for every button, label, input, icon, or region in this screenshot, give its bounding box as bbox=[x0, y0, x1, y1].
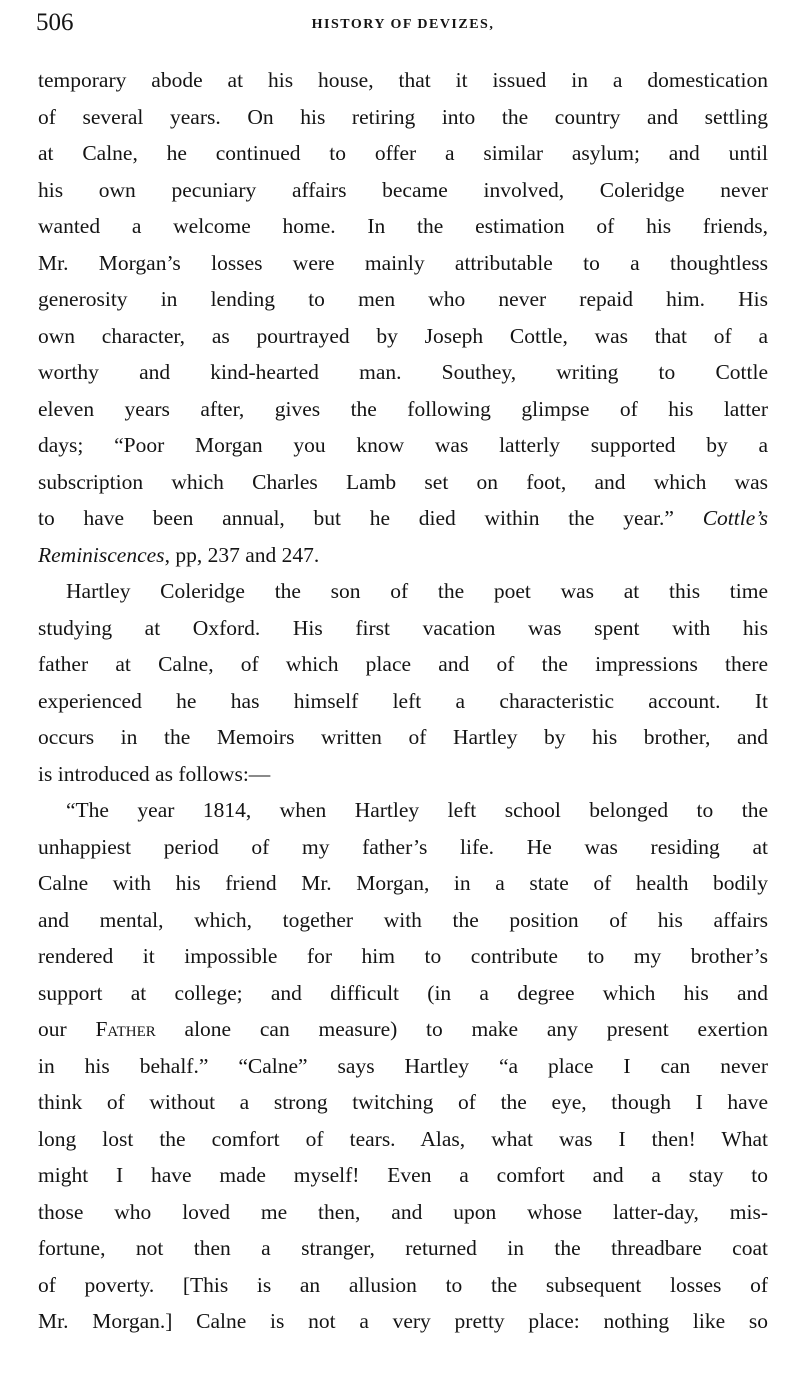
citation-title-cottles: Cottle’s bbox=[702, 506, 768, 530]
text-line: unhappiest period of my father’s life. He was residing at bbox=[38, 834, 768, 859]
text-line: temporary abode at his house, that it issued in a domestication bbox=[38, 68, 768, 92]
text-line: of several years. On his retiring into the country and settling bbox=[38, 104, 768, 129]
text-line: father at Calne, of which place and of the impressions there bbox=[38, 652, 768, 676]
text-line: support at college; and difficult (in a degree which his and bbox=[38, 980, 768, 1005]
text-line: his own pecuniary affairs became involved, Coleridge never bbox=[38, 177, 768, 202]
text-line: wanted a welcome home. In the estimation of his friends, bbox=[38, 214, 768, 238]
text-line: at Calne, he continued to offer a similar asylum; and until bbox=[38, 141, 768, 165]
text-line: think of without a strong twitching of the eye, though I have bbox=[38, 1090, 768, 1114]
text-run: alone can measure) to make any present exertion bbox=[184, 1017, 768, 1041]
text-run: to have been annual, but he died within the year.” bbox=[38, 506, 674, 530]
body-text bbox=[38, 62, 768, 1340]
text-line: of poverty. [This is an allusion to the subsequent losses of bbox=[38, 1272, 768, 1297]
text-line: experienced he has himself left a characteristic account. It bbox=[38, 688, 768, 713]
text-line: rendered it impossible for him to contribute to my brother’s bbox=[38, 944, 768, 968]
text-line: own character, as pourtrayed by Joseph Cottle, was that of a bbox=[38, 323, 768, 348]
citation-pages: , pp, 237 and 247. bbox=[164, 542, 320, 567]
text-line: might I have made myself! Even a comfort and a stay to bbox=[38, 1163, 768, 1187]
text-line: those who loved me then, and upon whose latter-day, mis- bbox=[38, 1199, 768, 1224]
quotation-start: “The year 1814, when Hartley left school belonged to the bbox=[66, 798, 768, 822]
running-title: HISTORY OF DEVIZES, bbox=[311, 17, 495, 32]
text-line: studying at Oxford. His first vacation was spent with his bbox=[38, 615, 768, 640]
citation-title-reminiscences: Reminiscences bbox=[38, 542, 165, 567]
text-line: subscription which Charles Lamb set on foot, and which was bbox=[38, 469, 768, 494]
text-line bbox=[38, 1011, 768, 1048]
text-line: eleven years after, gives the following glimpse of his latter bbox=[38, 396, 768, 421]
text-line: occurs in the Memoirs written of Hartley by his brother, and bbox=[38, 725, 768, 749]
text-line: Mr. Morgan’s losses were mainly attributable to a thoughtless bbox=[38, 250, 768, 275]
text-line: days; “Poor Morgan you know was latterly supported by a bbox=[38, 433, 768, 457]
text-line: worthy and kind-hearted man. Southey, writing to Cottle bbox=[38, 360, 768, 384]
text-line: Mr. Morgan.] Calne is not a very pretty place: nothing like so bbox=[38, 1309, 768, 1333]
paragraph-start: Hartley Coleridge the son of the poet was at this time bbox=[66, 579, 768, 603]
text-line bbox=[38, 500, 768, 537]
text-line: fortune, not then a stranger, returned in the threadbare coat bbox=[38, 1236, 768, 1260]
running-head bbox=[36, 6, 770, 40]
text-line: Calne with his friend Mr. Morgan, in a state of health bodily bbox=[38, 871, 768, 895]
text-line: and mental, which, together with the position of his affairs bbox=[38, 907, 768, 932]
text-run: our bbox=[38, 1017, 67, 1041]
text-line bbox=[38, 537, 768, 574]
text-line: in his behalf.” “Calne” says Hartley “a place I can never bbox=[38, 1053, 768, 1078]
text-line: is introduced as follows:— bbox=[38, 761, 271, 786]
small-caps-word: Father bbox=[95, 1017, 156, 1041]
text-line: long lost the comfort of tears. Alas, what was I then! What bbox=[38, 1126, 768, 1151]
page-number: 506 bbox=[36, 9, 74, 36]
text-line: generosity in lending to men who never repaid him. His bbox=[38, 287, 768, 311]
